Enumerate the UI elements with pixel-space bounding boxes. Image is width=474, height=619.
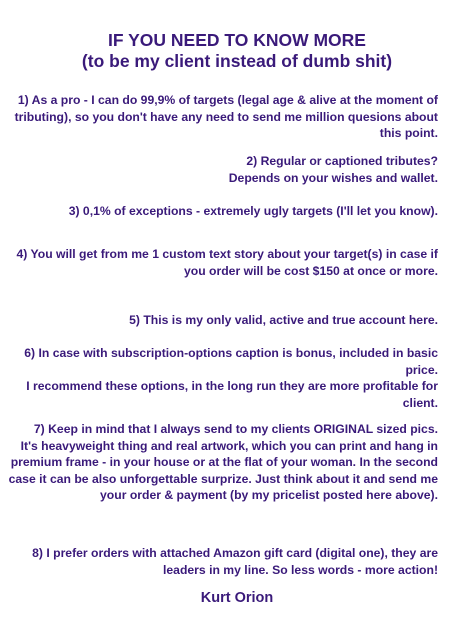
paragraph-8 xyxy=(8,545,438,578)
paragraph-1 xyxy=(8,92,438,142)
paragraph-7 xyxy=(8,421,438,504)
paragraph-3-text: 3) 0,1% of exceptions - extremely ugly targets (I'll let you know). xyxy=(68,204,438,218)
paragraph-4-text: 4) You will get from me 1 custom text story about your target(s) in case if you order will be cost $150 at once or more. xyxy=(16,247,438,278)
paragraph-5 xyxy=(8,312,438,329)
paragraph-2 xyxy=(8,153,438,186)
paragraph-1-text: 1) As a pro - I can do 99,9% of targets (legal age & alive at the moment of tributing), so you don't have any need to send me million quesions about this point. xyxy=(14,93,438,140)
paragraph-6-recommendation: I recommend these options, in the long run they are more profitable for client. xyxy=(26,379,438,410)
document-title-line2: (to be my client instead of dumb shit) xyxy=(81,51,393,71)
document-title-line1: IF YOU NEED TO KNOW MORE xyxy=(108,30,366,50)
paragraph-4 xyxy=(8,246,438,279)
paragraph-7-details: It's heavyweight thing and real artwork, which you can print and hang in premium frame - in your house or at the flat of your woman. In the second case it can be also unforgettable surprize. Just think about it and send me your order & payment (by my pricelist posted here above). xyxy=(8,438,438,502)
paragraph-7-text: 7) Keep in mind that I always send to my clients ORIGINAL sized pics. xyxy=(33,422,438,436)
signature: Kurt Orion xyxy=(200,590,274,606)
paragraph-6 xyxy=(8,345,438,411)
paragraph-5-text: 5) This is my only valid, active and true account here. xyxy=(129,313,438,327)
paragraph-2-answer: Depends on your wishes and wallet. xyxy=(228,170,438,185)
paragraph-3 xyxy=(8,203,438,220)
paragraph-6-text: 6) In case with subscription-options caption is bonus, included in basic price. xyxy=(24,346,438,377)
paragraph-8-text: 8) I prefer orders with attached Amazon gift card (digital one), they are leaders in my line. So less words - more action! xyxy=(32,546,438,577)
paragraph-2-question: 2) Regular or captioned tributes? xyxy=(246,154,438,168)
